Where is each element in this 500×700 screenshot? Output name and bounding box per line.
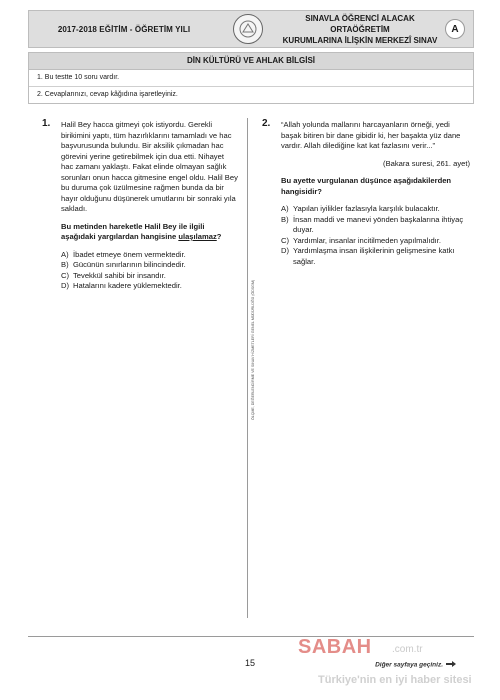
verse-quote: “Allah yolunda mallarını harcayanların örneği, yedi başak bitiren bir dane gibidir ki, her başakta yüz dane vardır. Allah dilediğine kat kat fazlasını verir...” [281,120,461,150]
question-passage: Halil Bey hacca gitmeyi çok istiyordu. Gerekli birikimini yaptı, tüm hazırlıklarını tamamladı ve hac başvurusunda bulundu. Bir aksilik çıkmadan hac görevini yerine getirebilmek için dua etti. Nihayet hac zamanı yaklaştı. Fakat elinde olmayan sağlık sorunları onun hacca gitmesine engel oldu. Halil Bey bu duruma çok üzülmesine rağmen bunda da bir hayır olduğunu düşünerek umutlarını bir sonraki yıla sakladı. [61,120,238,213]
watermark-domain: .com.tr [392,644,423,655]
watermark-tagline: Türkiye'nin en iyi haber sitesi [318,674,472,686]
instructions-box [28,70,474,104]
answer-option-a[interactable]: A) Yapılan iyilikler fazlasıyla karşılık bulacaktır. [281,204,440,213]
exam-header [28,10,474,48]
ministry-emblem-icon [233,14,263,44]
question-stem: Bu ayette vurgulanan düşünce aşağıdakilerden hangisidir? [281,176,452,196]
next-page-note [375,660,456,670]
footer-rule [28,636,474,637]
stem-text: Bu metinden hareketle Halil Bey ile ilgili aşağıdaki yargılardan hangisine [61,221,205,241]
question-number: 2. [262,118,271,129]
question-number: 1. [42,118,51,129]
next-page-text: Diğer sayfaya geçiniz. [375,661,443,669]
watermark-logo: SABAH [298,636,372,658]
page-number: 15 [244,658,255,668]
answer-option-c[interactable]: C) Tevekkül sahibi bir insandır. [61,270,166,280]
exam-title [275,13,445,46]
instruction-item: 1. Bu testte 10 soru vardır. [37,74,120,81]
answer-option-d[interactable]: D) Hatalarını kadere yüklemektedir. [61,281,182,290]
publisher-vertical-text: ÖLÇME, DEĞERLENDİRME VE SINAV HİZMETLERİ GENEL MÜDÜRLÜĞÜ (ÖDSGM) [251,279,255,421]
exam-title-line-1: SINAVLA ÖĞRENCİ ALACAK ORTAÖĞRETİM [305,13,415,34]
stem-negative-emphasis: ulaşılamaz [178,232,217,241]
verse-source: (Bakara suresi, 261. ayet) [383,158,470,168]
booklet-type-badge: A [445,19,465,39]
question-stem [61,222,238,243]
question-1 [42,120,238,292]
exam-title-line-2: KURUMLARINA İLİŞKİN MERKEZÎ SINAV [282,35,438,45]
stem-question-mark: ? [216,232,222,241]
subject-title: DİN KÜLTÜRÜ VE AHLAK BİLGİSİ [28,52,474,70]
answer-option-b[interactable]: B) Gücünün sınırlarının bilincindedir. [61,260,186,269]
answer-option-b[interactable]: B) İnsan maddi ve manevi yönden başkalarına ihtiyaç duyar. [281,214,464,234]
academic-year: 2017-2018 EĞİTİM - ÖĞRETİM YILI [57,24,191,34]
column-divider [247,118,248,618]
pointing-hand-icon [446,660,456,670]
answer-option-c[interactable]: C) Yardımlar, insanlar incitilmeden yapılmalıdır. [281,235,441,245]
answer-option-a[interactable]: A) İbadet etmeye önem vermektedir. [61,249,186,259]
instruction-item: 2. Cevaplarınızı, cevap kâğıdına işaretleyiniz. [29,86,473,103]
question-2 [262,120,470,267]
answer-option-d[interactable]: D) Yardımlaşma insan ilişkilerinin gelişmesine katkı sağlar. [281,246,455,266]
